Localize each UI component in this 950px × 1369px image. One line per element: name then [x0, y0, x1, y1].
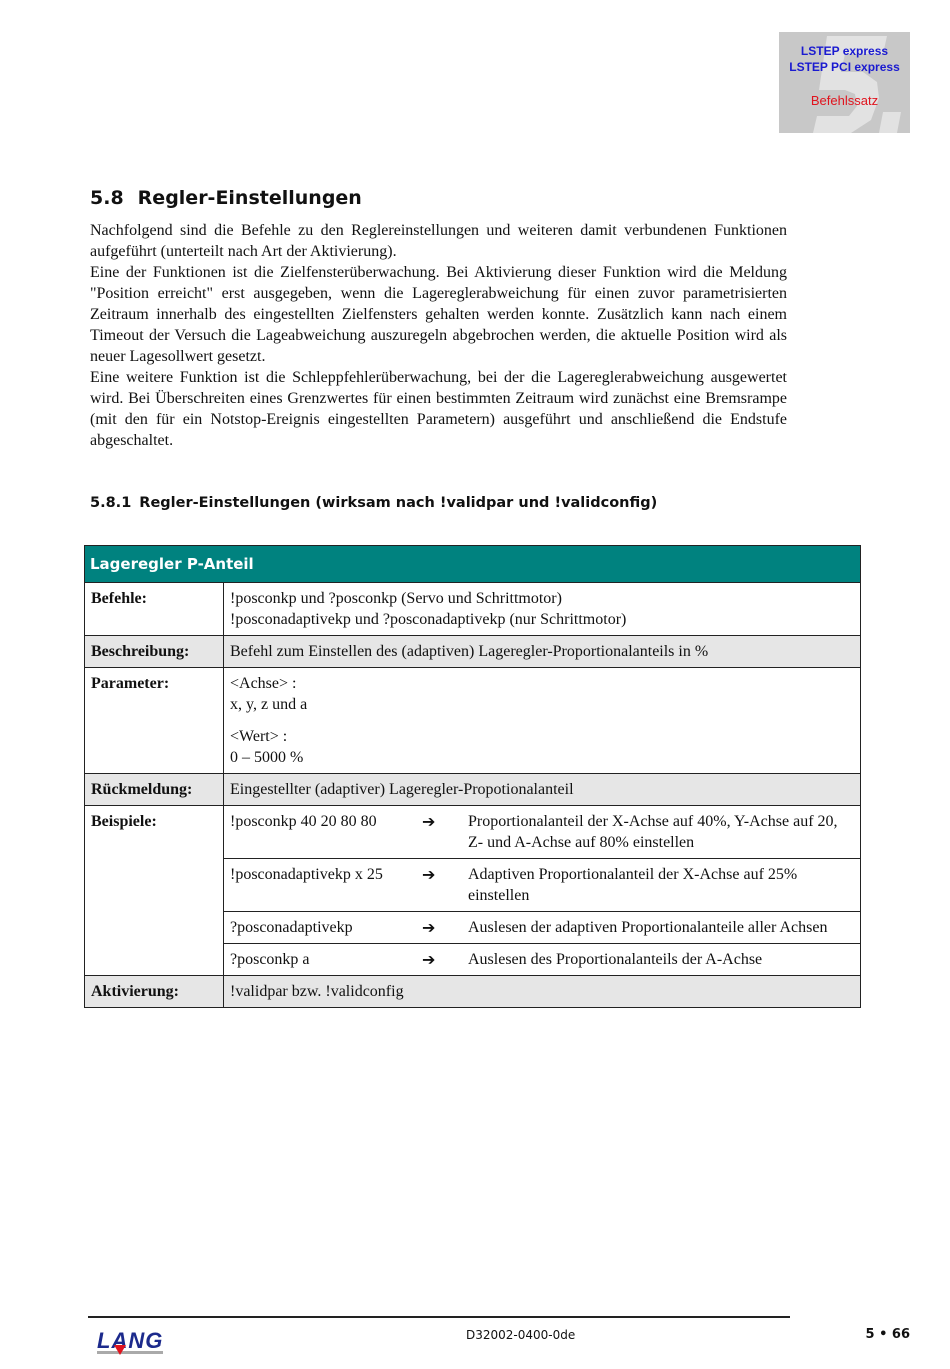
company-logo: LANG — [97, 1328, 164, 1353]
paragraph: Nachfolgend sind die Befehle zu den Reglereinstellungen und weiteren damit verbundenen Funktionen aufgeführt (unterteilt nach Art der Aktivierung). — [90, 222, 787, 260]
arrow-icon: ➔ — [422, 812, 436, 831]
row-value: Befehl zum Einstellen des (adaptiven) Lageregler-Proportionalanteils in % — [224, 636, 861, 668]
row-label: Beschreibung: — [85, 636, 224, 668]
arrow-icon: ➔ — [422, 918, 436, 937]
arrow-icon: ➔ — [422, 950, 436, 969]
table-row — [85, 583, 861, 636]
table-row — [85, 774, 861, 806]
examples-cell — [224, 806, 861, 976]
table-row — [85, 976, 861, 1008]
table-title: Lageregler P-Anteil — [85, 546, 861, 583]
table-row — [85, 668, 861, 774]
page-number: 5 • 66 — [865, 1327, 910, 1342]
product-line-1: LSTEP express — [800, 44, 889, 58]
paragraph: Eine der Funktionen ist die Zielfensterüberwachung. Bei Aktivierung dieser Funktion wird die Meldung "Position erreicht" erst ausgegeben, wenn die Lagereglerabweichung für einen zuvor parametrisierten Zeitraum innerhalb des eingestellten Zielfensters gehalten werden konnte. Zusätzlich kann nach einem Timeout der Versuch die Lageabweichung auszuregeln abgebrochen werden, die aktuelle Position wird als neuer Lagesollwert gesetzt. — [90, 264, 787, 365]
table-row — [85, 636, 861, 668]
body-text — [90, 220, 787, 451]
row-label: Parameter: — [85, 668, 224, 774]
row-label: Rückmeldung: — [85, 774, 224, 806]
row-value: !posconkp und ?posconkp (Servo und Schrittmotor) !posconadaptivekp und ?posconadaptivekp (nur Schrittmotor) — [224, 583, 861, 636]
arrow-icon: ➔ — [422, 865, 436, 884]
row-label: Befehle: — [85, 583, 224, 636]
footer-divider — [88, 1316, 790, 1318]
row-value: Eingestellter (adaptiver) Lageregler-Propotionalanteil — [224, 774, 861, 806]
content — [90, 186, 861, 1008]
example-row: !posconkp 40 20 80 80 ➔ Proportionalanteil der X-Achse auf 40%, Y-Achse auf 20, Z- und A-Achse auf 80% einstellen — [224, 806, 860, 859]
table-row — [85, 806, 861, 976]
section-heading: 5.8 Regler-Einstellungen — [90, 187, 362, 209]
document-id: D32002-0400-0de — [466, 1328, 576, 1342]
subsection-heading: 5.8.1 Regler-Einstellungen (wirksam nach !validpar und !validconfig) — [90, 495, 658, 511]
example-row: ?posconadaptivekp ➔ Auslesen der adaptiven Proportionalanteile aller Achsen — [224, 912, 860, 944]
paragraph: Eine weitere Funktion ist die Schleppfehlerüberwachung, bei der die Lagereglerabweichung ausgewertet wird. Bei Überschreiten eines Grenzwertes für einen bestimmten Zeitraum wird zunächst eine Bremsrampe (mit den für ein Notstop-Ereignis eingestellten Parametern) ausgeführt und anschließend die Endstufe abgeschaltet. — [90, 369, 787, 449]
row-value: !validpar bzw. !validconfig — [224, 976, 861, 1008]
row-value: <Achse> : x, y, z und a <Wert> : 0 – 5000 % — [224, 668, 861, 774]
example-row: !posconadaptivekp x 25 ➔ Adaptiven Proportionalanteil der X-Achse auf 25% einstellen — [224, 859, 860, 912]
command-table — [84, 545, 861, 1008]
row-label: Aktivierung: — [85, 976, 224, 1008]
chapter-badge — [779, 32, 910, 133]
product-line-2: LSTEP PCI express — [789, 60, 900, 74]
row-label: Beispiele: — [85, 806, 224, 976]
example-row: ?posconkp a ➔ Auslesen des Proportionalanteils der A-Achse — [230, 950, 763, 969]
chapter-title: Befehlssatz — [810, 93, 879, 108]
